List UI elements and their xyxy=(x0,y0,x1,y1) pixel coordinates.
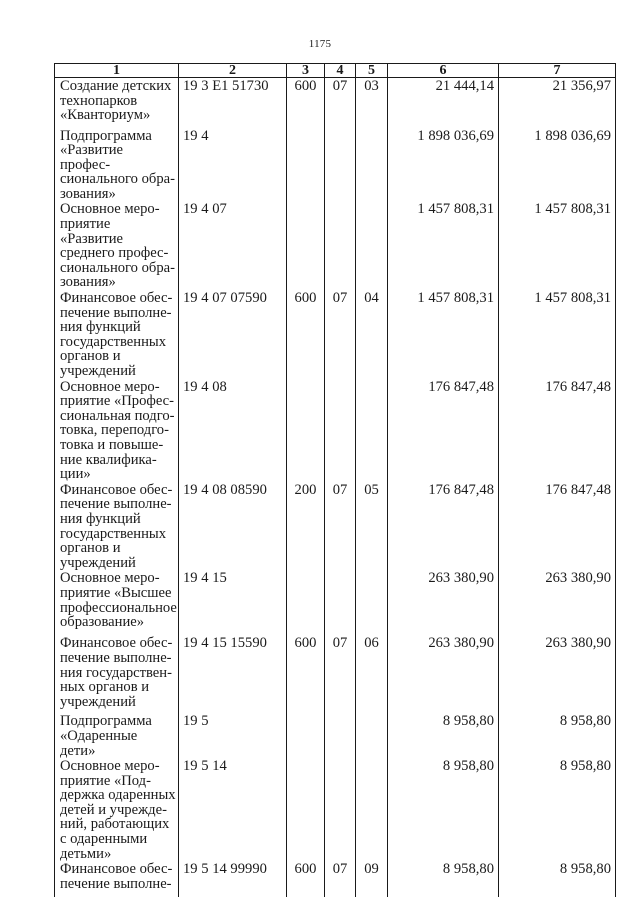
cell-vr: 600 xyxy=(287,290,325,379)
table-row xyxy=(55,201,616,290)
table-row xyxy=(55,482,616,571)
cell-vr xyxy=(287,758,325,861)
cell-vr: 200 xyxy=(287,482,325,571)
table-row xyxy=(55,570,616,635)
column-header: 7 xyxy=(499,64,616,78)
cell-name: Основное мероприятие «Развитие среднего профессионального образования» xyxy=(55,201,179,290)
table-row xyxy=(55,758,616,861)
cell-name: Основное мероприятие «Профессиональная подготовка, переподготовка и повышение квалификации» xyxy=(55,379,179,482)
cell-sum2: 8 958,80 xyxy=(499,758,616,861)
cell-pr: 04 xyxy=(356,290,388,379)
table-row xyxy=(55,635,616,713)
cell-rz: 07 xyxy=(325,635,356,713)
cell-name: Создание детских технопарков «Кванториум» xyxy=(55,78,179,128)
table-header-row xyxy=(55,64,616,78)
cell-sum1: 8 958,80 xyxy=(388,758,499,861)
cell-vr xyxy=(287,570,325,635)
cell-code: 19 3 E1 51730 xyxy=(179,78,287,128)
cell-pr xyxy=(356,570,388,635)
cell-vr: 600 xyxy=(287,635,325,713)
cell-sum1: 8 958,80 xyxy=(388,713,499,758)
cell-rz xyxy=(325,201,356,290)
table-row xyxy=(55,861,616,897)
cell-rz: 07 xyxy=(325,861,356,897)
cell-code: 19 4 xyxy=(179,128,287,202)
table-row xyxy=(55,128,616,202)
column-header: 6 xyxy=(388,64,499,78)
cell-sum2: 176 847,48 xyxy=(499,379,616,482)
cell-vr xyxy=(287,201,325,290)
cell-name: Основное мероприятие «Высшее профессиональное образование» xyxy=(55,570,179,635)
cell-rz: 07 xyxy=(325,482,356,571)
cell-code: 19 4 15 xyxy=(179,570,287,635)
budget-table xyxy=(54,63,616,897)
column-header: 1 xyxy=(55,64,179,78)
cell-pr: 03 xyxy=(356,78,388,128)
cell-name: Финансовое обеспечение выполнения государственных органов и учреждений xyxy=(55,635,179,713)
cell-rz xyxy=(325,379,356,482)
table-row xyxy=(55,713,616,758)
cell-code: 19 5 14 xyxy=(179,758,287,861)
cell-pr: 06 xyxy=(356,635,388,713)
cell-sum2: 263 380,90 xyxy=(499,570,616,635)
cell-sum1: 1 457 808,31 xyxy=(388,290,499,379)
cell-name: Финансовое обеспечение выполне- xyxy=(55,861,179,897)
cell-rz xyxy=(325,713,356,758)
cell-rz xyxy=(325,758,356,861)
cell-sum2: 8 958,80 xyxy=(499,861,616,897)
table-row xyxy=(55,379,616,482)
cell-pr xyxy=(356,128,388,202)
column-header: 3 xyxy=(287,64,325,78)
cell-sum1: 8 958,80 xyxy=(388,861,499,897)
cell-sum2: 1 457 808,31 xyxy=(499,290,616,379)
cell-name: Подпрограмма «Одаренные дети» xyxy=(55,713,179,758)
cell-vr: 600 xyxy=(287,861,325,897)
table-row xyxy=(55,290,616,379)
cell-name: Финансовое обеспечение выполнения функций государственных органов и учреждений xyxy=(55,290,179,379)
cell-sum1: 1 898 036,69 xyxy=(388,128,499,202)
table-row xyxy=(55,78,616,128)
column-header: 4 xyxy=(325,64,356,78)
cell-pr xyxy=(356,713,388,758)
cell-sum2: 263 380,90 xyxy=(499,635,616,713)
cell-sum2: 1 898 036,69 xyxy=(499,128,616,202)
cell-sum1: 176 847,48 xyxy=(388,482,499,571)
cell-code: 19 4 07 07590 xyxy=(179,290,287,379)
cell-sum2: 8 958,80 xyxy=(499,713,616,758)
cell-vr: 600 xyxy=(287,78,325,128)
cell-sum1: 263 380,90 xyxy=(388,570,499,635)
cell-vr xyxy=(287,379,325,482)
cell-pr: 05 xyxy=(356,482,388,571)
cell-code: 19 4 08 xyxy=(179,379,287,482)
cell-code: 19 4 15 15590 xyxy=(179,635,287,713)
cell-code: 19 4 08 08590 xyxy=(179,482,287,571)
cell-sum1: 176 847,48 xyxy=(388,379,499,482)
cell-pr xyxy=(356,758,388,861)
cell-rz xyxy=(325,128,356,202)
cell-sum2: 176 847,48 xyxy=(499,482,616,571)
cell-sum1: 263 380,90 xyxy=(388,635,499,713)
page-number: 1175 xyxy=(308,38,332,50)
column-header: 5 xyxy=(356,64,388,78)
cell-pr xyxy=(356,201,388,290)
cell-code: 19 5 14 99990 xyxy=(179,861,287,897)
cell-sum2: 1 457 808,31 xyxy=(499,201,616,290)
cell-sum2: 21 356,97 xyxy=(499,78,616,128)
cell-vr xyxy=(287,713,325,758)
cell-rz xyxy=(325,570,356,635)
column-header: 2 xyxy=(179,64,287,78)
cell-pr xyxy=(356,379,388,482)
cell-sum1: 1 457 808,31 xyxy=(388,201,499,290)
cell-code: 19 4 07 xyxy=(179,201,287,290)
cell-name: Основное мероприятие «Поддержка одаренных детей и учреждений, работающих с одаренными детьми» xyxy=(55,758,179,861)
cell-rz: 07 xyxy=(325,78,356,128)
cell-pr: 09 xyxy=(356,861,388,897)
cell-rz: 07 xyxy=(325,290,356,379)
cell-name: Финансовое обеспечение выполнения функций государственных органов и учреждений xyxy=(55,482,179,571)
cell-sum1: 21 444,14 xyxy=(388,78,499,128)
cell-name: Подпрограмма «Развитие профессионального образования» xyxy=(55,128,179,202)
cell-vr xyxy=(287,128,325,202)
cell-code: 19 5 xyxy=(179,713,287,758)
